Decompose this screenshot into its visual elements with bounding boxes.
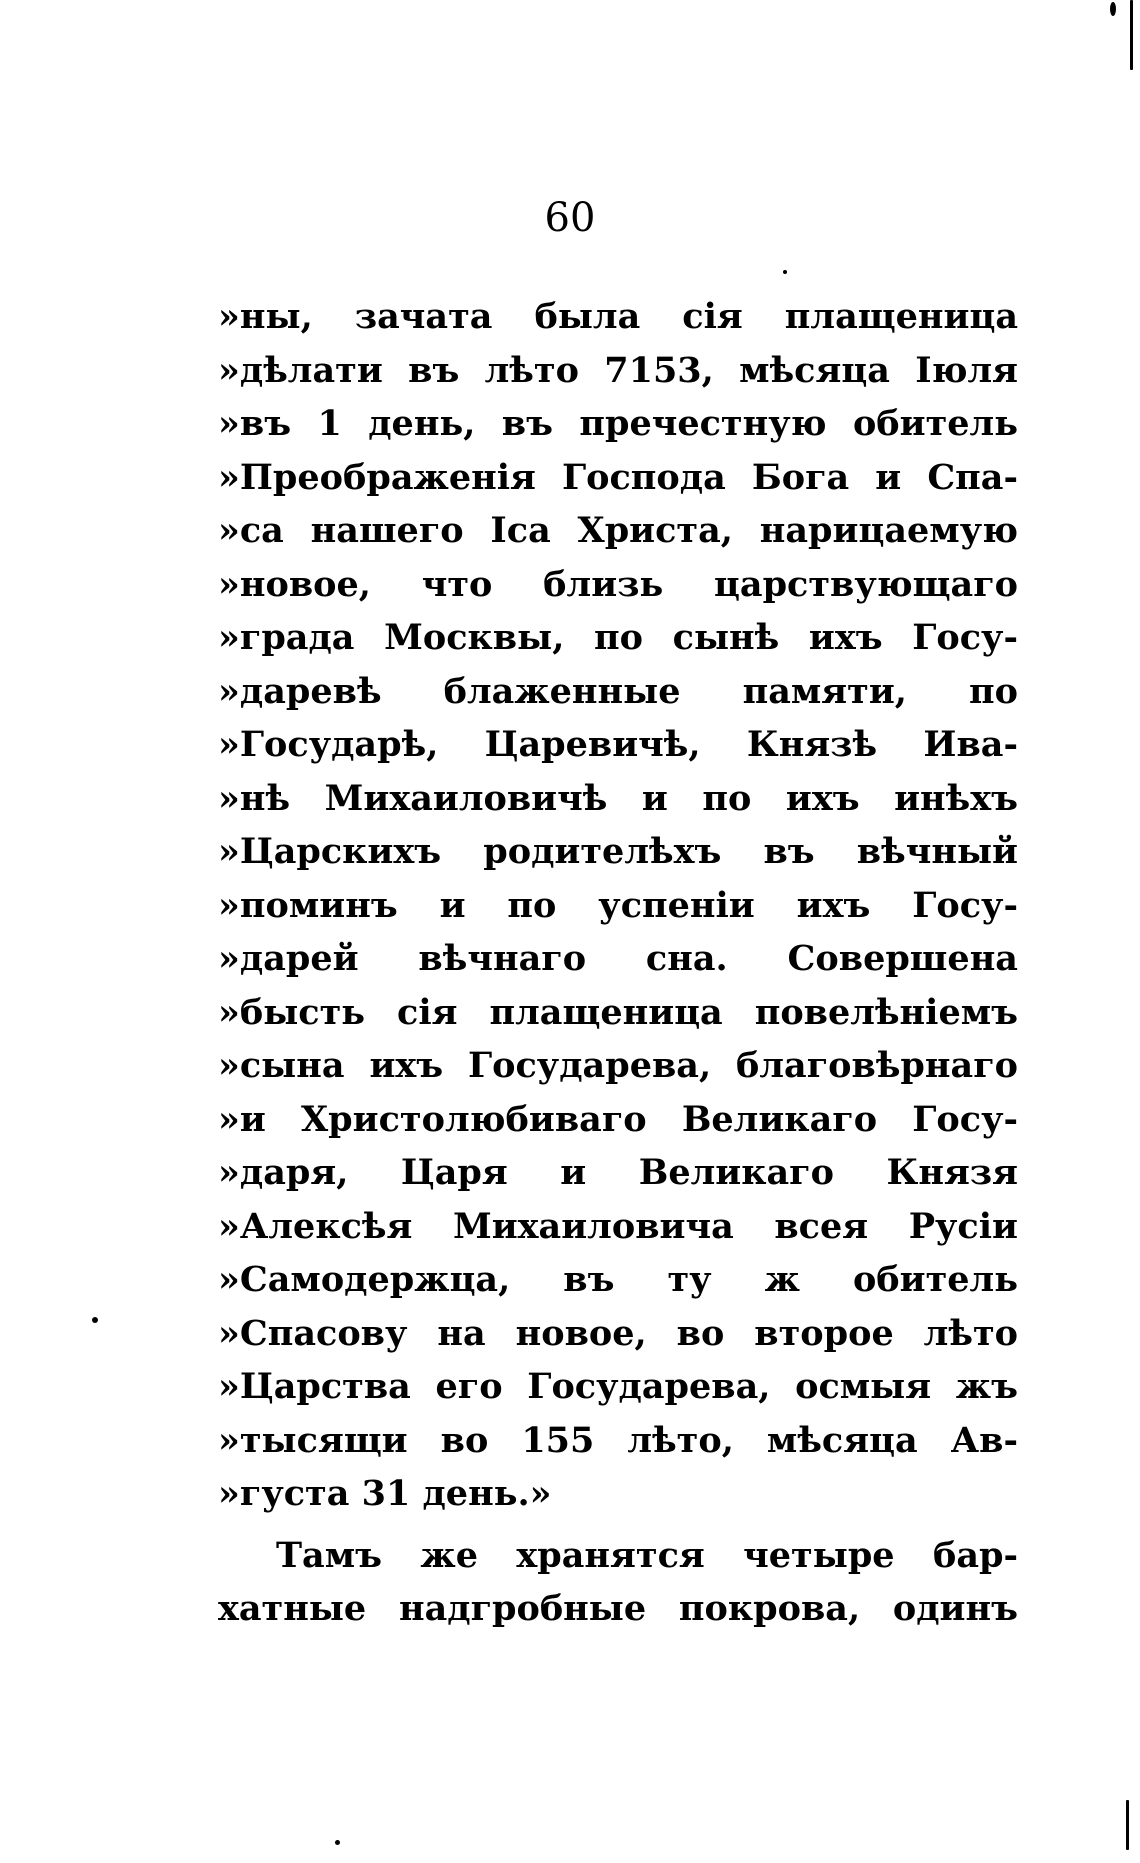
text-line: »дѣлати въ лѣто 7153, мѣсяца Іюля (218, 349, 1018, 391)
text-line: »Государѣ, Царевичѣ, Князѣ Ива- (218, 724, 1018, 765)
text-line: »ны, зачата была сія плащеница (218, 296, 1018, 337)
scan-speck (783, 270, 787, 274)
paragraph-body (218, 1529, 1018, 1636)
text-line: »густа 31 день.» (218, 1473, 552, 1514)
text-line: »Царскихъ родителѣхъ въ вѣчный (218, 831, 1018, 872)
text-line: »Спасову на новое, во второе лѣто (218, 1312, 1018, 1354)
scan-speck (92, 1317, 98, 1323)
text-line: »сына ихъ Государева, благовѣрнаго (218, 1045, 1018, 1086)
text-line: »Алексѣя Михаиловича всея Русіи (218, 1205, 1018, 1247)
text-line: »поминъ и по успеніи ихъ Госу- (218, 884, 1018, 926)
text-line: »въ 1 день, въ пречестную обитель (218, 403, 1018, 444)
text-line: »дарей вѣчнаго сна. Совершена (218, 938, 1018, 979)
text-line: »Самодержца, въ ту ж обитель (218, 1259, 1018, 1300)
text-line: »тысящи во 155 лѣто, мѣсяца Ав- (218, 1419, 1018, 1461)
text-line: хатные надгробные покрова, одинъ (218, 1588, 1018, 1629)
body-text (218, 290, 1018, 1636)
text-line: »нѣ Михаиловичѣ и по ихъ инѣхъ (218, 777, 1018, 819)
scan-speck (335, 1840, 340, 1845)
text-line: »града Москвы, по сынѣ ихъ Госу- (218, 617, 1018, 658)
scan-speck (1110, 2, 1116, 16)
text-line: »бысть сія плащеница повелѣніемъ (218, 991, 1018, 1033)
text-line: »и Христолюбиваго Великаго Госу- (218, 1098, 1018, 1140)
paragraph-quotation (218, 290, 1018, 1521)
paragraph-spacer (218, 1521, 1018, 1529)
text-line: »Преображенія Господа Бога и Спа- (218, 456, 1018, 498)
page-number: 60 (544, 195, 596, 241)
text-line: »даревѣ блаженные памяти, по (218, 670, 1018, 712)
text-line: »Царства его Государева, осмыя жъ (218, 1366, 1018, 1407)
text-line: Тамъ же хранятся четыре бар- (276, 1534, 1018, 1576)
text-line: »новое, что близь царствующаго (218, 563, 1018, 605)
text-line: »са нашего Іса Христа, нарицаемую (218, 510, 1018, 551)
text-line: »даря, Царя и Великаго Князя (218, 1152, 1018, 1193)
scan-speck (1126, 1800, 1129, 1850)
scan-speck (1130, 0, 1133, 70)
